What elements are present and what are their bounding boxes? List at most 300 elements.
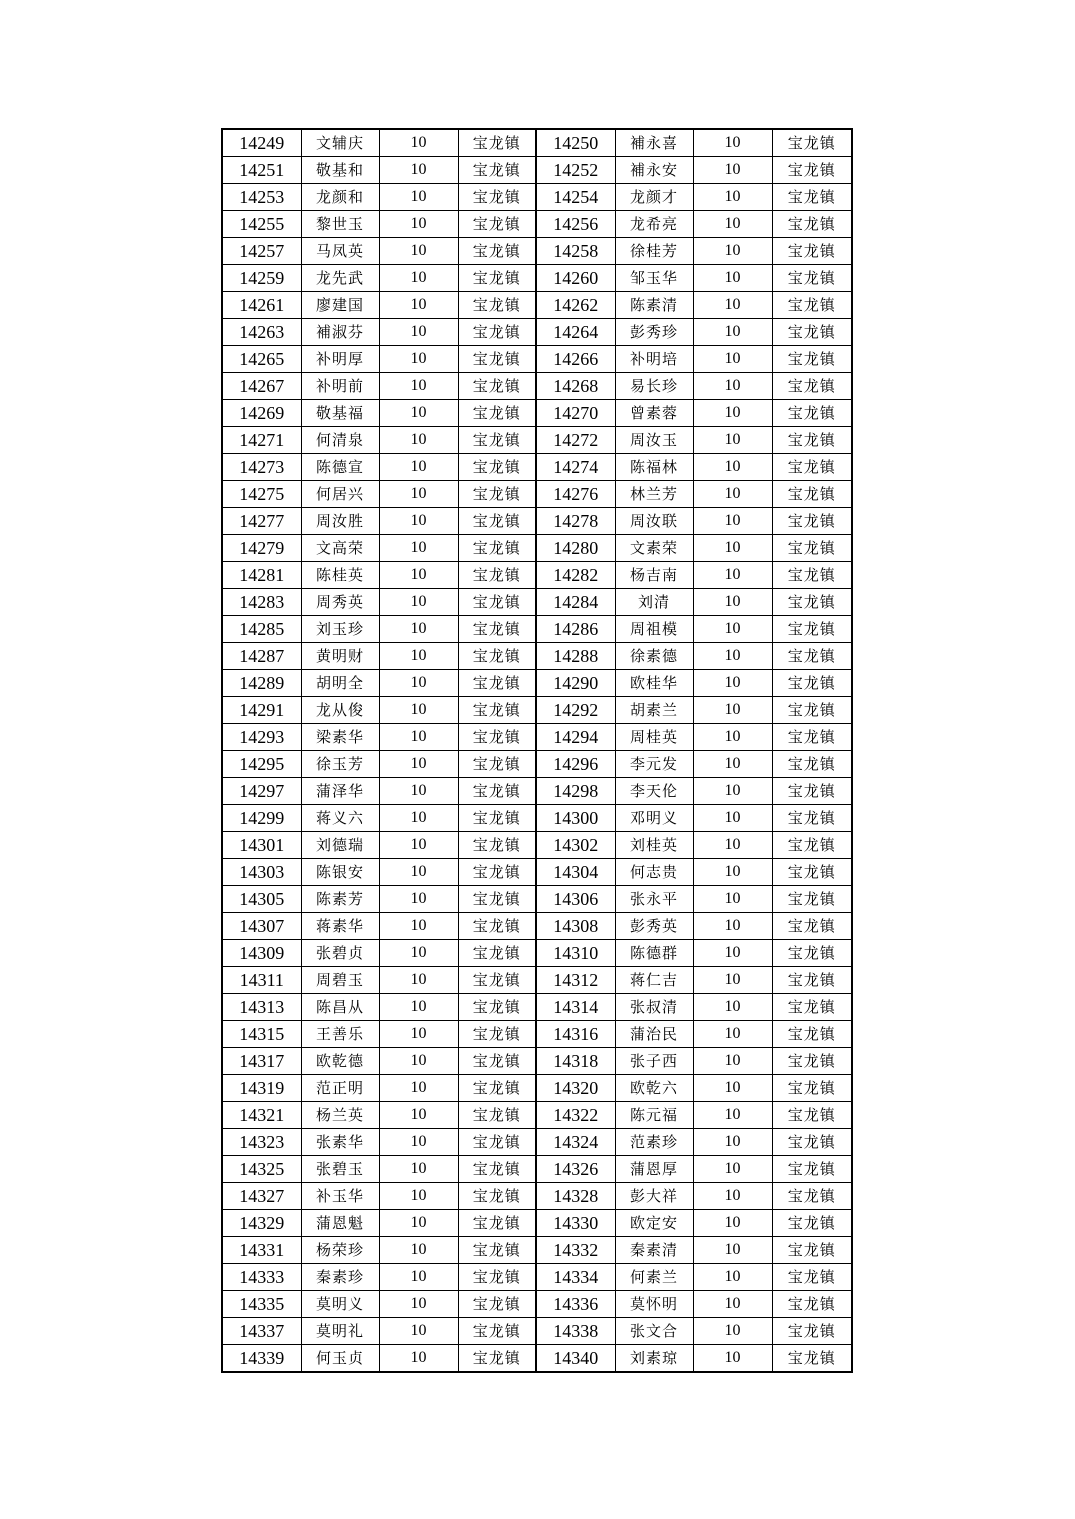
- town-name: 宝龙镇: [772, 1156, 852, 1183]
- person-name: 陈桂英: [301, 562, 379, 589]
- town-name: 宝龙镇: [772, 292, 852, 319]
- town-name: 宝龙镇: [772, 589, 852, 616]
- amount-value: 10: [379, 616, 458, 643]
- town-name: 宝龙镇: [458, 994, 536, 1021]
- person-name: 何玉贞: [301, 1345, 379, 1373]
- record-number: 14298: [536, 778, 615, 805]
- person-name: 林兰芳: [615, 481, 693, 508]
- record-number: 14338: [536, 1318, 615, 1345]
- amount-value: 10: [693, 913, 772, 940]
- person-name: 何居兴: [301, 481, 379, 508]
- person-name: 陈银安: [301, 859, 379, 886]
- record-number: 14303: [222, 859, 301, 886]
- amount-value: 10: [693, 1318, 772, 1345]
- person-name: 张碧玉: [301, 1156, 379, 1183]
- amount-value: 10: [379, 508, 458, 535]
- town-name: 宝龙镇: [772, 778, 852, 805]
- town-name: 宝龙镇: [458, 454, 536, 481]
- record-number: 14322: [536, 1102, 615, 1129]
- table-row: [222, 994, 852, 1021]
- table-row: [222, 832, 852, 859]
- amount-value: 10: [379, 589, 458, 616]
- record-number: 14283: [222, 589, 301, 616]
- person-name: 欧定安: [615, 1210, 693, 1237]
- person-name: 蒲恩魁: [301, 1210, 379, 1237]
- amount-value: 10: [693, 1210, 772, 1237]
- table-row: [222, 1048, 852, 1075]
- record-number: 14304: [536, 859, 615, 886]
- table-row: [222, 400, 852, 427]
- amount-value: 10: [693, 508, 772, 535]
- amount-value: 10: [379, 238, 458, 265]
- amount-value: 10: [379, 1021, 458, 1048]
- amount-value: 10: [693, 238, 772, 265]
- record-number: 14294: [536, 724, 615, 751]
- table-row: [222, 697, 852, 724]
- town-name: 宝龙镇: [772, 1210, 852, 1237]
- town-name: 宝龙镇: [772, 319, 852, 346]
- amount-value: 10: [379, 670, 458, 697]
- town-name: 宝龙镇: [772, 481, 852, 508]
- record-number: 14328: [536, 1183, 615, 1210]
- record-number: 14264: [536, 319, 615, 346]
- table-row: [222, 265, 852, 292]
- record-number: 14253: [222, 184, 301, 211]
- person-name: 敬基和: [301, 157, 379, 184]
- person-name: 莫怀明: [615, 1291, 693, 1318]
- table-row: [222, 481, 852, 508]
- record-number: 14272: [536, 427, 615, 454]
- record-number: 14249: [222, 129, 301, 157]
- person-name: 補淑芬: [301, 319, 379, 346]
- town-name: 宝龙镇: [772, 751, 852, 778]
- table-row: [222, 940, 852, 967]
- town-name: 宝龙镇: [772, 1291, 852, 1318]
- table-row: [222, 157, 852, 184]
- town-name: 宝龙镇: [458, 751, 536, 778]
- record-number: 14289: [222, 670, 301, 697]
- table-row: [222, 1291, 852, 1318]
- table-row: [222, 805, 852, 832]
- town-name: 宝龙镇: [458, 1129, 536, 1156]
- record-number: 14267: [222, 373, 301, 400]
- town-name: 宝龙镇: [458, 427, 536, 454]
- record-number: 14279: [222, 535, 301, 562]
- amount-value: 10: [693, 535, 772, 562]
- person-name: 周汝胜: [301, 508, 379, 535]
- person-name: 陈德群: [615, 940, 693, 967]
- record-number: 14285: [222, 616, 301, 643]
- town-name: 宝龙镇: [458, 967, 536, 994]
- table-row: [222, 1237, 852, 1264]
- record-number: 14275: [222, 481, 301, 508]
- town-name: 宝龙镇: [458, 184, 536, 211]
- town-name: 宝龙镇: [772, 454, 852, 481]
- town-name: 宝龙镇: [772, 913, 852, 940]
- person-name: 文素荣: [615, 535, 693, 562]
- amount-value: 10: [693, 562, 772, 589]
- amount-value: 10: [379, 481, 458, 508]
- record-number: 14263: [222, 319, 301, 346]
- town-name: 宝龙镇: [772, 967, 852, 994]
- record-number: 14270: [536, 400, 615, 427]
- amount-value: 10: [693, 1183, 772, 1210]
- person-name: 刘清: [615, 589, 693, 616]
- amount-value: 10: [693, 859, 772, 886]
- record-number: 14286: [536, 616, 615, 643]
- amount-value: 10: [693, 1156, 772, 1183]
- town-name: 宝龙镇: [772, 562, 852, 589]
- amount-value: 10: [693, 670, 772, 697]
- amount-value: 10: [379, 886, 458, 913]
- record-number: 14293: [222, 724, 301, 751]
- amount-value: 10: [379, 129, 458, 157]
- person-name: 廖建国: [301, 292, 379, 319]
- town-name: 宝龙镇: [772, 129, 852, 157]
- amount-value: 10: [379, 805, 458, 832]
- amount-value: 10: [693, 319, 772, 346]
- record-number: 14315: [222, 1021, 301, 1048]
- amount-value: 10: [379, 1318, 458, 1345]
- town-name: 宝龙镇: [772, 994, 852, 1021]
- table-row: [222, 1102, 852, 1129]
- record-number: 14268: [536, 373, 615, 400]
- table-row: [222, 1156, 852, 1183]
- town-name: 宝龙镇: [772, 1048, 852, 1075]
- person-name: 蒲泽华: [301, 778, 379, 805]
- town-name: 宝龙镇: [458, 697, 536, 724]
- town-name: 宝龙镇: [772, 535, 852, 562]
- person-name: 彭秀英: [615, 913, 693, 940]
- table-row: [222, 1129, 852, 1156]
- town-name: 宝龙镇: [772, 1102, 852, 1129]
- person-name: 龙希亮: [615, 211, 693, 238]
- record-number: 14282: [536, 562, 615, 589]
- person-name: 陈福林: [615, 454, 693, 481]
- town-name: 宝龙镇: [458, 940, 536, 967]
- person-name: 周秀英: [301, 589, 379, 616]
- record-number: 14330: [536, 1210, 615, 1237]
- town-name: 宝龙镇: [458, 346, 536, 373]
- record-number: 14296: [536, 751, 615, 778]
- record-number: 14299: [222, 805, 301, 832]
- person-name: 补明前: [301, 373, 379, 400]
- amount-value: 10: [693, 427, 772, 454]
- record-number: 14317: [222, 1048, 301, 1075]
- amount-value: 10: [379, 994, 458, 1021]
- amount-value: 10: [693, 1264, 772, 1291]
- town-name: 宝龙镇: [772, 238, 852, 265]
- table-row: [222, 616, 852, 643]
- town-name: 宝龙镇: [458, 724, 536, 751]
- person-name: 龙从俊: [301, 697, 379, 724]
- record-number: 14307: [222, 913, 301, 940]
- record-number: 14284: [536, 589, 615, 616]
- amount-value: 10: [379, 967, 458, 994]
- record-number: 14324: [536, 1129, 615, 1156]
- table-row: [222, 508, 852, 535]
- person-name: 文辅庆: [301, 129, 379, 157]
- record-number: 14340: [536, 1345, 615, 1373]
- amount-value: 10: [379, 913, 458, 940]
- record-number: 14251: [222, 157, 301, 184]
- person-name: 黄明财: [301, 643, 379, 670]
- record-number: 14273: [222, 454, 301, 481]
- amount-value: 10: [693, 1075, 772, 1102]
- record-number: 14306: [536, 886, 615, 913]
- amount-value: 10: [379, 643, 458, 670]
- table-row: [222, 454, 852, 481]
- town-name: 宝龙镇: [772, 805, 852, 832]
- record-number: 14271: [222, 427, 301, 454]
- person-name: 文高荣: [301, 535, 379, 562]
- amount-value: 10: [693, 778, 772, 805]
- record-number: 14255: [222, 211, 301, 238]
- person-name: 莫明义: [301, 1291, 379, 1318]
- table-row: [222, 751, 852, 778]
- amount-value: 10: [693, 940, 772, 967]
- town-name: 宝龙镇: [772, 697, 852, 724]
- record-number: 14291: [222, 697, 301, 724]
- town-name: 宝龙镇: [772, 1075, 852, 1102]
- person-name: 刘桂英: [615, 832, 693, 859]
- town-name: 宝龙镇: [458, 1291, 536, 1318]
- person-name: 张文合: [615, 1318, 693, 1345]
- table-row: [222, 184, 852, 211]
- record-number: 14254: [536, 184, 615, 211]
- town-name: 宝龙镇: [458, 129, 536, 157]
- town-name: 宝龙镇: [458, 1156, 536, 1183]
- person-name: 何清泉: [301, 427, 379, 454]
- person-name: 補永安: [615, 157, 693, 184]
- table-row: [222, 724, 852, 751]
- table-row: [222, 319, 852, 346]
- table-row: [222, 1264, 852, 1291]
- amount-value: 10: [693, 967, 772, 994]
- amount-value: 10: [379, 1210, 458, 1237]
- amount-value: 10: [693, 1237, 772, 1264]
- town-name: 宝龙镇: [458, 1102, 536, 1129]
- town-name: 宝龙镇: [458, 481, 536, 508]
- table-row: [222, 1183, 852, 1210]
- record-number: 14313: [222, 994, 301, 1021]
- person-name: 陈昌从: [301, 994, 379, 1021]
- table-row: [222, 427, 852, 454]
- person-name: 张永平: [615, 886, 693, 913]
- record-number: 14274: [536, 454, 615, 481]
- record-number: 14335: [222, 1291, 301, 1318]
- table-row: [222, 373, 852, 400]
- town-name: 宝龙镇: [772, 400, 852, 427]
- table-row: [222, 1318, 852, 1345]
- amount-value: 10: [379, 751, 458, 778]
- person-name: 范素珍: [615, 1129, 693, 1156]
- record-number: 14292: [536, 697, 615, 724]
- town-name: 宝龙镇: [458, 778, 536, 805]
- person-name: 陈德宣: [301, 454, 379, 481]
- amount-value: 10: [693, 1102, 772, 1129]
- person-name: 龙颜才: [615, 184, 693, 211]
- town-name: 宝龙镇: [772, 1264, 852, 1291]
- record-number: 14290: [536, 670, 615, 697]
- person-name: 周汝联: [615, 508, 693, 535]
- person-name: 蒲治民: [615, 1021, 693, 1048]
- record-number: 14308: [536, 913, 615, 940]
- record-number: 14314: [536, 994, 615, 1021]
- table-row: [222, 238, 852, 265]
- table-row: [222, 643, 852, 670]
- amount-value: 10: [379, 400, 458, 427]
- amount-value: 10: [379, 1237, 458, 1264]
- table-row: [222, 670, 852, 697]
- amount-value: 10: [379, 1345, 458, 1373]
- record-number: 14261: [222, 292, 301, 319]
- record-number: 14266: [536, 346, 615, 373]
- person-name: 徐玉芳: [301, 751, 379, 778]
- record-number: 14278: [536, 508, 615, 535]
- amount-value: 10: [379, 1264, 458, 1291]
- record-number: 14276: [536, 481, 615, 508]
- table-row: [222, 346, 852, 373]
- record-number: 14257: [222, 238, 301, 265]
- person-name: 胡明全: [301, 670, 379, 697]
- record-number: 14311: [222, 967, 301, 994]
- town-name: 宝龙镇: [458, 1210, 536, 1237]
- town-name: 宝龙镇: [772, 1237, 852, 1264]
- record-number: 14339: [222, 1345, 301, 1373]
- amount-value: 10: [693, 346, 772, 373]
- person-name: 刘玉珍: [301, 616, 379, 643]
- person-name: 杨荣珍: [301, 1237, 379, 1264]
- amount-value: 10: [693, 211, 772, 238]
- amount-value: 10: [379, 562, 458, 589]
- person-name: 彭秀珍: [615, 319, 693, 346]
- town-name: 宝龙镇: [458, 157, 536, 184]
- record-number: 14334: [536, 1264, 615, 1291]
- record-number: 14287: [222, 643, 301, 670]
- person-name: 秦素清: [615, 1237, 693, 1264]
- person-name: 杨吉南: [615, 562, 693, 589]
- amount-value: 10: [693, 697, 772, 724]
- town-name: 宝龙镇: [458, 265, 536, 292]
- person-name: 梁素华: [301, 724, 379, 751]
- town-name: 宝龙镇: [772, 670, 852, 697]
- amount-value: 10: [693, 805, 772, 832]
- person-name: 范正明: [301, 1075, 379, 1102]
- record-number: 14316: [536, 1021, 615, 1048]
- amount-value: 10: [693, 184, 772, 211]
- record-number: 14305: [222, 886, 301, 913]
- person-name: 张子西: [615, 1048, 693, 1075]
- table-row: [222, 535, 852, 562]
- town-name: 宝龙镇: [458, 211, 536, 238]
- amount-value: 10: [693, 157, 772, 184]
- amount-value: 10: [379, 1129, 458, 1156]
- person-name: 蒋仁吉: [615, 967, 693, 994]
- amount-value: 10: [693, 400, 772, 427]
- person-name: 敬基福: [301, 400, 379, 427]
- table-row: [222, 211, 852, 238]
- table-row: [222, 589, 852, 616]
- amount-value: 10: [379, 832, 458, 859]
- town-name: 宝龙镇: [772, 508, 852, 535]
- person-name: 补玉华: [301, 1183, 379, 1210]
- person-name: 邹玉华: [615, 265, 693, 292]
- town-name: 宝龙镇: [772, 184, 852, 211]
- amount-value: 10: [379, 454, 458, 481]
- amount-value: 10: [693, 616, 772, 643]
- record-number: 14252: [536, 157, 615, 184]
- town-name: 宝龙镇: [772, 1021, 852, 1048]
- amount-value: 10: [693, 265, 772, 292]
- town-name: 宝龙镇: [458, 319, 536, 346]
- table-row: [222, 859, 852, 886]
- amount-value: 10: [693, 1021, 772, 1048]
- person-name: 李元发: [615, 751, 693, 778]
- person-name: 欧乾德: [301, 1048, 379, 1075]
- town-name: 宝龙镇: [458, 670, 536, 697]
- record-number: 14281: [222, 562, 301, 589]
- town-name: 宝龙镇: [772, 859, 852, 886]
- record-number: 14310: [536, 940, 615, 967]
- amount-value: 10: [379, 535, 458, 562]
- amount-value: 10: [379, 1183, 458, 1210]
- person-name: 李天伦: [615, 778, 693, 805]
- town-name: 宝龙镇: [772, 1318, 852, 1345]
- person-name: 何素兰: [615, 1264, 693, 1291]
- town-name: 宝龙镇: [458, 562, 536, 589]
- record-number: 14331: [222, 1237, 301, 1264]
- town-name: 宝龙镇: [772, 616, 852, 643]
- record-number: 14250: [536, 129, 615, 157]
- person-name: 周汝玉: [615, 427, 693, 454]
- town-name: 宝龙镇: [458, 508, 536, 535]
- person-name: 刘素琼: [615, 1345, 693, 1373]
- record-number: 14323: [222, 1129, 301, 1156]
- person-name: 刘德瑞: [301, 832, 379, 859]
- person-name: 欧乾六: [615, 1075, 693, 1102]
- table-row: [222, 886, 852, 913]
- person-name: 陈元福: [615, 1102, 693, 1129]
- amount-value: 10: [693, 1129, 772, 1156]
- record-number: 14265: [222, 346, 301, 373]
- town-name: 宝龙镇: [772, 346, 852, 373]
- record-number: 14256: [536, 211, 615, 238]
- town-name: 宝龙镇: [458, 913, 536, 940]
- amount-value: 10: [693, 454, 772, 481]
- amount-value: 10: [379, 211, 458, 238]
- person-name: 徐桂芳: [615, 238, 693, 265]
- person-name: 補永喜: [615, 129, 693, 157]
- record-number: 14325: [222, 1156, 301, 1183]
- amount-value: 10: [379, 1291, 458, 1318]
- amount-value: 10: [379, 292, 458, 319]
- record-number: 14320: [536, 1075, 615, 1102]
- person-name: 马凤英: [301, 238, 379, 265]
- amount-value: 10: [379, 1156, 458, 1183]
- record-number: 14295: [222, 751, 301, 778]
- town-name: 宝龙镇: [458, 859, 536, 886]
- person-name: 补明厚: [301, 346, 379, 373]
- amount-value: 10: [379, 319, 458, 346]
- record-number: 14336: [536, 1291, 615, 1318]
- person-name: 何志贵: [615, 859, 693, 886]
- town-name: 宝龙镇: [772, 832, 852, 859]
- person-name: 杨兰英: [301, 1102, 379, 1129]
- person-name: 周碧玉: [301, 967, 379, 994]
- record-number: 14309: [222, 940, 301, 967]
- person-name: 陈素芳: [301, 886, 379, 913]
